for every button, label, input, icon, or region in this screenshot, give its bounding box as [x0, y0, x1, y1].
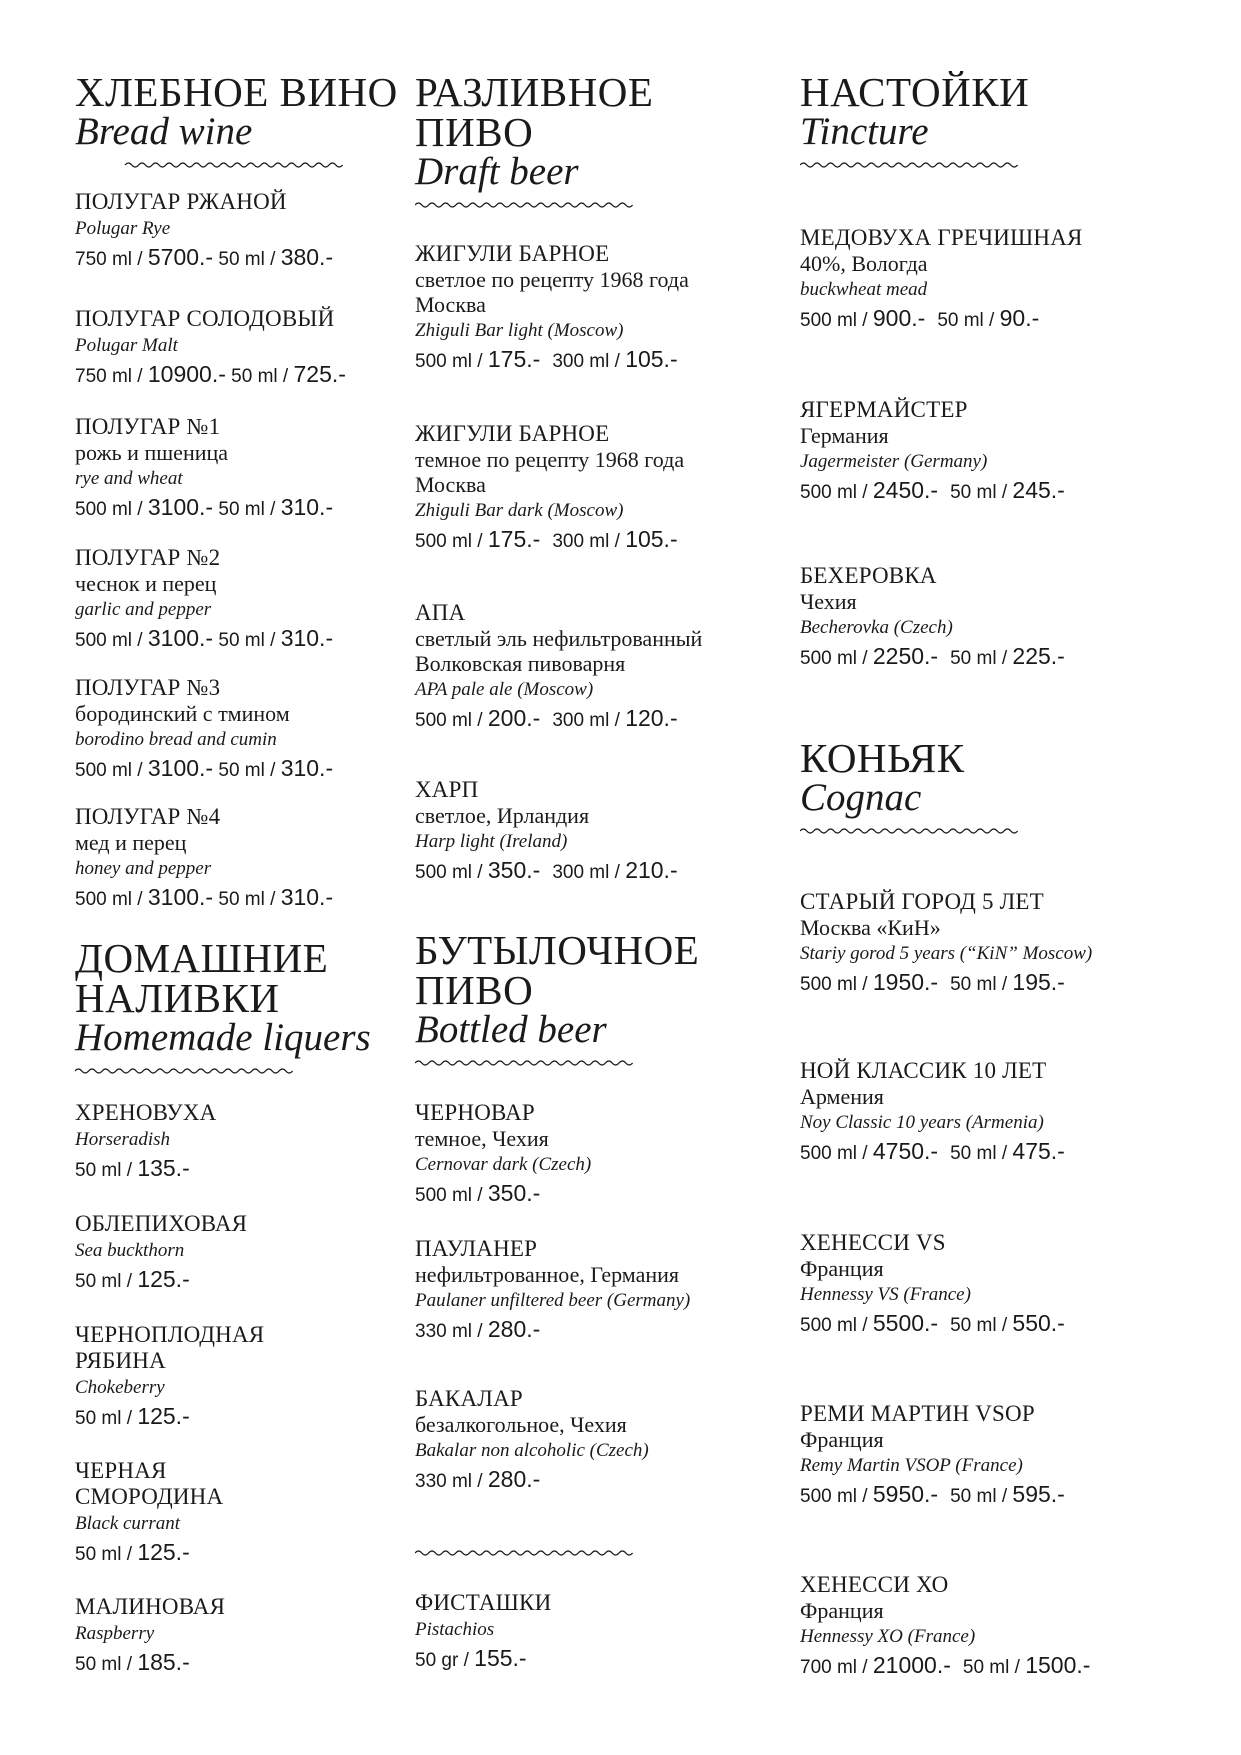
section-tincture — [800, 69, 1220, 170]
menu-item — [75, 414, 405, 525]
item-name: БЕХЕРОВКА — [800, 563, 937, 588]
item-description: Франция — [800, 1598, 884, 1623]
item-name: СМОРОДИНА — [75, 1484, 224, 1509]
menu-item — [800, 1058, 1220, 1169]
item-name: ОБЛЕПИХОВАЯ — [75, 1211, 248, 1236]
item-name: ХЕНЕССИ ХО — [800, 1572, 949, 1597]
item-price: 500 ml / 350.- — [415, 1180, 541, 1206]
item-name-en: Chokeberry — [75, 1377, 165, 1398]
menu-item — [415, 1590, 785, 1676]
item-name-en: Raspberry — [75, 1623, 155, 1644]
item-name: ФИСТАШКИ — [415, 1590, 552, 1615]
section-title-ru: РАЗЛИВНОЕ — [415, 69, 654, 115]
item-name: СТАРЫЙ ГОРОД 5 ЛЕТ — [800, 889, 1044, 914]
item-price: 50 ml / 125.- — [75, 1539, 190, 1565]
item-description: Франция — [800, 1427, 884, 1452]
item-name-en: Paulaner unfiltered beer (Germany) — [415, 1290, 691, 1311]
menu-item — [75, 1458, 405, 1570]
item-price: 500 ml / 175.- 300 ml / 105.- — [415, 346, 678, 372]
item-name: ПОЛУГАР №1 — [75, 414, 221, 439]
menu-item — [75, 189, 405, 275]
item-name-en: Bakalar non alcoholic (Czech) — [415, 1440, 649, 1461]
item-name: НОЙ КЛАССИК 10 ЛЕТ — [800, 1058, 1047, 1083]
section-title-en: Draft beer — [415, 150, 579, 193]
item-name: ЧЕРНОВАР — [415, 1100, 535, 1125]
section-bread-wine — [75, 69, 405, 170]
item-name-en: APA pale ale (Moscow) — [415, 679, 594, 700]
item-price: 700 ml / 21000.- 50 ml / 1500.- — [800, 1652, 1091, 1678]
section-title-ru: НАСТОЙКИ — [800, 69, 1030, 115]
section-title-en: Bread wine — [75, 110, 253, 153]
item-description: рожь и пшеница — [75, 440, 229, 465]
item-price: 750 ml / 10900.- 50 ml / 725.- — [75, 361, 346, 387]
menu-item — [75, 804, 405, 915]
item-name: ЖИГУЛИ БАРНОЕ — [415, 241, 610, 266]
section-draft-beer — [415, 69, 785, 210]
item-description: светлое, Ирландия — [415, 803, 590, 828]
item-name: БАКАЛАР — [415, 1386, 523, 1411]
item-price: 50 ml / 135.- — [75, 1155, 190, 1181]
wavy-divider-icon — [415, 1058, 635, 1068]
item-name: РЯБИНА — [75, 1348, 166, 1373]
item-price: 50 ml / 125.- — [75, 1403, 190, 1429]
section-title-en: Bottled beer — [415, 1008, 607, 1051]
item-name-en: Polugar Rye — [75, 218, 171, 239]
section-cognac — [800, 735, 1220, 836]
item-name: ЧЕРНОПЛОДНАЯ — [75, 1322, 265, 1347]
item-name-en: Noy Classic 10 years (Armenia) — [800, 1112, 1044, 1133]
menu-item — [800, 225, 1220, 336]
item-price: 500 ml / 2450.- 50 ml / 245.- — [800, 477, 1065, 503]
menu-item — [800, 1572, 1220, 1683]
menu-item — [75, 1100, 405, 1186]
item-price: 500 ml / 900.- 50 ml / 90.- — [800, 305, 1040, 331]
item-name: ПАУЛАНЕР — [415, 1236, 538, 1261]
item-price: 500 ml / 5950.- 50 ml / 595.- — [800, 1481, 1065, 1507]
menu-item — [415, 600, 785, 736]
item-price: 330 ml / 280.- — [415, 1316, 541, 1342]
item-price: 330 ml / 280.- — [415, 1466, 541, 1492]
menu-item — [415, 241, 785, 377]
item-price: 500 ml / 2250.- 50 ml / 225.- — [800, 643, 1065, 669]
item-price: 750 ml / 5700.- 50 ml / 380.- — [75, 244, 334, 270]
item-name-en: Sea buckthorn — [75, 1240, 185, 1261]
item-description: Москва — [415, 472, 486, 497]
menu-item — [800, 889, 1220, 1000]
wavy-divider-icon — [75, 160, 395, 170]
item-name-en: buckwheat mead — [800, 279, 928, 300]
item-price: 500 ml / 4750.- 50 ml / 475.- — [800, 1138, 1065, 1164]
item-price: 50 ml / 185.- — [75, 1649, 190, 1675]
item-price: 500 ml / 3100.- 50 ml / 310.- — [75, 755, 334, 781]
section-title-ru: КОНЬЯК — [800, 735, 965, 781]
item-name: ПОЛУГАР №3 — [75, 675, 221, 700]
item-name-en: Stariy gorod 5 years (“KiN” Moscow) — [800, 943, 1093, 964]
item-description: Чехия — [800, 589, 857, 614]
item-name-en: Horseradish — [75, 1129, 171, 1150]
item-price: 500 ml / 1950.- 50 ml / 195.- — [800, 969, 1065, 995]
item-name: МАЛИНОВАЯ — [75, 1594, 226, 1619]
item-name-en: Hennessy VS (France) — [800, 1284, 971, 1305]
menu-item — [800, 397, 1220, 508]
item-name-en: garlic and pepper — [75, 599, 212, 620]
item-name-en: Pistachios — [415, 1619, 495, 1640]
item-price: 500 ml / 3100.- 50 ml / 310.- — [75, 884, 334, 910]
menu-item — [75, 675, 405, 786]
section-bottled-beer — [415, 927, 785, 1068]
item-description: Франция — [800, 1256, 884, 1281]
item-price: 50 gr / 155.- — [415, 1645, 527, 1671]
item-name: ЯГЕРМАЙСТЕР — [800, 397, 968, 422]
item-name: ПОЛУГАР РЖАНОЙ — [75, 189, 287, 214]
item-name-en: rye and wheat — [75, 468, 183, 489]
item-name: ХЕНЕССИ VS — [800, 1230, 946, 1255]
section-title-ru: ДОМАШНИЕ — [75, 935, 329, 981]
item-name: ХАРП — [415, 777, 479, 802]
item-description: бородинский с тмином — [75, 701, 290, 726]
wavy-divider-icon — [800, 160, 1020, 170]
section-homemade-liquers — [75, 935, 405, 1076]
item-name-en: Zhiguli Bar dark (Moscow) — [415, 500, 624, 521]
item-description: мед и перец — [75, 830, 187, 855]
menu-item — [75, 545, 405, 656]
item-name: МЕДОВУХА ГРЕЧИШНАЯ — [800, 225, 1083, 250]
wavy-divider-icon — [75, 1066, 295, 1076]
item-description: 40%, Вологда — [800, 251, 928, 276]
wavy-divider-icon — [415, 1548, 635, 1558]
item-name-en: Polugar Malt — [75, 335, 178, 356]
item-price: 50 ml / 125.- — [75, 1266, 190, 1292]
section-title-ru: БУТЫЛОЧНОЕ — [415, 927, 700, 973]
item-name-en: borodino bread and cumin — [75, 729, 277, 750]
menu-item — [415, 421, 785, 557]
item-name: ХРЕНОВУХА — [75, 1100, 217, 1125]
item-price: 500 ml / 200.- 300 ml / 120.- — [415, 705, 678, 731]
item-description: Москва «КиН» — [800, 915, 941, 940]
item-name: ПОЛУГАР №4 — [75, 804, 221, 829]
item-name-en: Zhiguli Bar light (Moscow) — [415, 320, 624, 341]
wavy-divider-icon — [800, 826, 1020, 836]
menu-item — [800, 1401, 1220, 1512]
item-description: Москва — [415, 292, 486, 317]
menu-item — [75, 1211, 405, 1297]
item-name-en: Jagermeister (Germany) — [800, 451, 988, 472]
section-title-ru: ПИВО — [415, 109, 534, 155]
item-description: нефильтрованное, Германия — [415, 1262, 680, 1287]
item-price: 500 ml / 5500.- 50 ml / 550.- — [800, 1310, 1065, 1336]
menu-item — [75, 1322, 405, 1434]
menu-item — [800, 1230, 1220, 1341]
item-price: 500 ml / 350.- 300 ml / 210.- — [415, 857, 678, 883]
menu-item — [800, 563, 1220, 674]
item-price: 500 ml / 3100.- 50 ml / 310.- — [75, 494, 334, 520]
section-title-ru: ХЛЕБНОЕ ВИНО — [75, 69, 398, 115]
item-description: Германия — [800, 423, 889, 448]
item-description: темное по рецепту 1968 года — [415, 447, 685, 472]
item-name: ЖИГУЛИ БАРНОЕ — [415, 421, 610, 446]
section-title-en: Tincture — [800, 110, 929, 153]
wavy-divider-icon — [415, 200, 635, 210]
item-name: ПОЛУГАР №2 — [75, 545, 221, 570]
item-description: светлый эль нефильтрованный — [415, 626, 703, 651]
menu-item — [75, 306, 405, 392]
item-description: Армения — [800, 1084, 884, 1109]
section-title-en: Homemade liquers — [75, 1016, 371, 1059]
section-title-en: Cognac — [800, 776, 922, 819]
item-name-en: Black currant — [75, 1513, 181, 1534]
item-name: АПА — [415, 600, 466, 625]
menu-item — [415, 1386, 785, 1497]
item-name-en: honey and pepper — [75, 858, 212, 879]
item-name-en: Hennessy XO (France) — [800, 1626, 976, 1647]
section-title-ru: ПИВО — [415, 967, 534, 1013]
menu-item — [415, 1236, 785, 1347]
menu-item — [415, 777, 785, 888]
item-description: светлое по рецепту 1968 года — [415, 267, 689, 292]
item-name-en: Becherovka (Czech) — [800, 617, 953, 638]
item-name: РЕМИ МАРТИН VSOP — [800, 1401, 1035, 1426]
item-name-en: Harp light (Ireland) — [415, 831, 568, 852]
section-title-ru: НАЛИВКИ — [75, 975, 280, 1021]
item-name-en: Cernovar dark (Czech) — [415, 1154, 592, 1175]
item-price: 500 ml / 3100.- 50 ml / 310.- — [75, 625, 334, 651]
item-description: безалкогольное, Чехия — [415, 1412, 627, 1437]
item-name: ЧЕРНАЯ — [75, 1458, 167, 1483]
menu-item — [415, 1100, 785, 1211]
item-name: ПОЛУГАР СОЛОДОВЫЙ — [75, 306, 335, 331]
menu-item — [75, 1594, 405, 1680]
item-description: Волковская пивоварня — [415, 651, 626, 676]
item-description: темное, Чехия — [415, 1126, 549, 1151]
item-name-en: Remy Martin VSOP (France) — [800, 1455, 1023, 1476]
item-price: 500 ml / 175.- 300 ml / 105.- — [415, 526, 678, 552]
item-description: чеснок и перец — [75, 571, 217, 596]
